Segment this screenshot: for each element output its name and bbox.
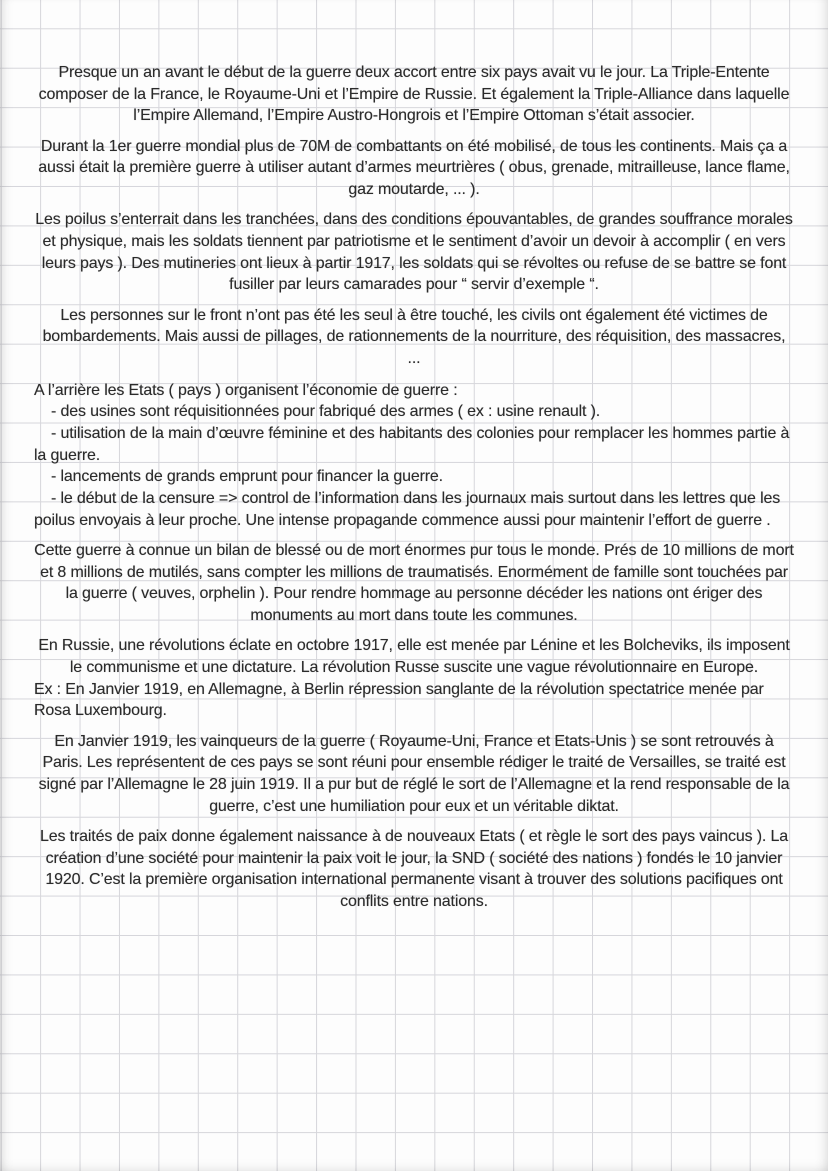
- paragraph-text: A l’arrière les Etats ( pays ) organisent l’économie de guerre :: [34, 381, 458, 399]
- list-item-main-doeuvre: - utilisation de la main d’œuvre féminine et des habitants des colonies pour remplacer les hommes partie à la guerre.: [34, 425, 790, 464]
- paragraph-example-berlin: Ex : En Janvier 1919, en Allemagne, à Berlin répression sanglante de la révolution spectatrice menée par Rosa Luxembourg.: [34, 680, 764, 720]
- paragraph-traite-versailles: [34, 731, 794, 818]
- paragraph-text: Presque un an avant le début de la guerre deux accort entre six pays avait vu le jour. La Triple-Entente composer de la France, le Royaume-Uni et l’Empire de Russie. Et également la Triple-Alliance dans laquelle l’Empire Allemand, l’Empire Austro-Hongrois et l’Empire Ottoman s’était associer.: [38, 64, 790, 125]
- paragraph-text: Les personnes sur le front n’ont pas été les seul à être touché, les civils ont également été victimes de bombardements. Mais aussi de pillages, de rationnements de la nourriture, des réquisition, des massacres, ...: [42, 306, 786, 367]
- paragraph-text: Les poilus s’enterrait dans les tranchées, dans des conditions épouvantables, de grandes souffrance morales et physique, mais les soldats tiennent par patriotisme et le sentiment d’avoir un devoir à accomplir ( en vers leurs pays ). Des mutineries ont lieux à partir 1917, les soldats qui se révoltes ou refuse de se battre se font fusiller par leurs camarades pour “ servir d’exemple “.: [35, 211, 793, 294]
- paragraph-economie-de-guerre: [34, 380, 794, 532]
- list-item-censure: - le début de la censure => control de l’information dans les journaux mais surtout dans les lettres que les poilus envoyais à leur proche. Une intense propagande commence aussi pour maintenir l’effort de guerre .: [34, 490, 781, 529]
- paragraph-text: Durant la 1er guerre mondial plus de 70M de combattants on été mobilisé, de tous les continents. Mais ça a aussi était la première guerre à utiliser autant d’armes meurtrières ( obus, grenade, mitrailleuse, lance flame, gaz moutarde, ... ).: [38, 137, 790, 199]
- paragraph-text: En Janvier 1919, les vainqueurs de la guerre ( Royaume-Uni, France et Etats-Unis ) se sont retrouvés à Paris. Les représentent de ces pays se sont réuni pour ensemble rédiger le traité de Versailles, se traité est signé par l’Allemagne le 28 juin 1919. Il a pur but de réglé le sort de l’Allemagne et la rend responsable de la guerre, c’est une humiliation pour eux et un véritable diktat.: [38, 732, 790, 815]
- paragraph-text: Cette guerre à connue un bilan de blessé ou de mort énormes pur tous le monde. Prés de 10 millions de mort et 8 millions de mutilés, sans compter les millions de traumatisés. Enormément de famille sont touchées par la guerre ( veuves, orphelin ). Pour rendre hommage au personne décéder les nations ont ériger des monuments au mort dans toute les communes.: [34, 542, 794, 625]
- paragraph-sdn: [34, 826, 794, 913]
- paragraph-text: Les traités de paix donne également naissance à de nouveaux Etats ( et règle le sort des pays vaincus ). La création d’une société pour maintenir la paix voit le jour, la SND ( société des nations ) fondés le 10 janvier 1920. C’est la première organisation international permanente visant à trouver des solutions pacifiques ont conflits entre nations.: [40, 828, 788, 911]
- paragraph-mobilisation: [34, 136, 794, 201]
- paragraph-alliances: [34, 62, 794, 127]
- paragraph-text: En Russie, une révolutions éclate en octobre 1917, elle est menée par Lénine et les Bolcheviks, ils imposent le communisme et une dictature. La révolution Russe suscite une vague révolutionnaire en Europe.: [38, 637, 790, 677]
- list-item-usines: - des usines sont réquisitionnées pour fabriqué des armes ( ex : usine renault ).: [51, 403, 601, 421]
- paragraph-bilan: [34, 540, 794, 627]
- paragraph-revolution-russe: [34, 635, 794, 722]
- paragraph-civils-victimes: [34, 305, 794, 370]
- list-item-emprunts: - lancements de grands emprunt pour financer la guerre.: [51, 468, 443, 486]
- paragraph-poilus-tranchees: [34, 209, 794, 296]
